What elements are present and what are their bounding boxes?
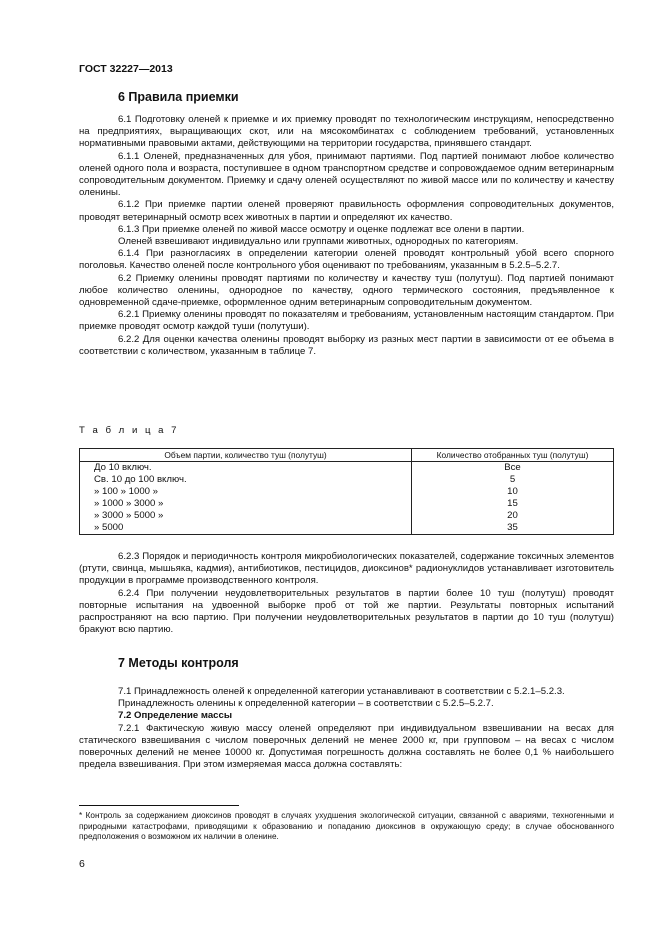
table-cell-volume: » 1000 » 3000 » (80, 498, 412, 510)
paragraph-6-2-1: 6.2.1 Приемку оленины проводят по показателям и требованиям, установленным настоящим стандартом. При приемке проводят осмотр каждой туши (полутуши). (79, 309, 614, 333)
table-row (80, 522, 614, 535)
subsection-7-2-title: 7.2 Определение массы (118, 710, 233, 722)
table-cell-count: 15 (412, 498, 614, 510)
section-6-title: 6 Правила приемки (118, 90, 239, 104)
table-header-row (80, 449, 614, 462)
paragraph-6-1-4: 6.1.4 При разногласиях в определении категории оленей проводят контрольный убой всего спорного поголовья. Качество оленей после контрольного убоя оценивают по требованиям, указанным в 5.2.5–5.2.7. (79, 248, 614, 272)
document-header: ГОСТ 32227—2013 (79, 63, 173, 75)
paragraph-6-2-2: 6.2.2 Для оценки качества оленины проводят выборку из разных мест партии в зависимости от ее объема в соответствии с количеством, указанным в таблице 7. (79, 333, 614, 357)
table-cell-volume: » 5000 (80, 522, 412, 535)
section-7-title: 7 Методы контроля (118, 656, 239, 670)
section-6-body (79, 114, 614, 358)
table-row (80, 474, 614, 486)
paragraph-6-2-3: 6.2.3 Порядок и периодичность контроля микробиологических показателей, содержание токсичных элементов (ртути, свинца, мышьяка, кадмия), антибиотиков, пестицидов, диоксинов* радионуклидов устанавливает изготовитель продукции в программе производственного контроля. (79, 551, 614, 587)
table-row (80, 462, 614, 475)
table-cell-count: 35 (412, 522, 614, 535)
table-cell-count: 10 (412, 486, 614, 498)
table-cell-count: Все (412, 462, 614, 475)
table-cell-volume: » 100 » 1000 » (80, 486, 412, 498)
paragraph-6-2-4: 6.2.4 При получении неудовлетворительных результатов в партии более 10 туш (полутуш) проводят повторные испытания на удвоенной выборке проб от той же партии. Результаты повторных испытаний распространяют на всю партию. При получении неудовлетворительных результатов в партии до 10 туш (полутуш) бракуют всю партию. (79, 587, 614, 636)
table-cell-count: 5 (412, 474, 614, 486)
paragraph-7-1-cont: Принадлежность оленины к определенной категории – в соответствии с 5.2.5–5.2.7. (118, 698, 494, 710)
paragraph-6-1-2: 6.1.2 При приемке партии оленей проверяют правильность оформления сопроводительных документов, проводят ветеринарный осмотр всех животных в партии и определяют их качество. (79, 199, 614, 223)
table-header-cell: Объем партии, количество туш (полутуш) (80, 449, 412, 462)
table-row (80, 510, 614, 522)
table-7 (79, 448, 614, 535)
table-cell-count: 20 (412, 510, 614, 522)
paragraph-6-1: 6.1 Подготовку оленей к приемке и их приемку проводят по технологическим инструкциям, непосредственно на предприятиях, выращивающих скот, или на мясокомбинатах с соблюдением требований, установленных нормативными правовыми актами, действующими на территории государства, принявшего стандарт. (79, 114, 614, 150)
table-header-cell: Количество отобранных туш (полутуш) (412, 449, 614, 462)
paragraph-7-1: 7.1 Принадлежность оленей к определенной категории устанавливают в соответствии с 5.2.1–5.2.3. (118, 686, 565, 697)
table-row (80, 486, 614, 498)
footnote-separator (79, 805, 239, 806)
table-7-caption: Т а б л и ц а 7 (79, 425, 179, 436)
section-7-body (79, 686, 614, 771)
page-number: 6 (79, 858, 85, 870)
footnote (79, 811, 614, 843)
section-6-body-continued (79, 551, 614, 636)
table-cell-volume: Св. 10 до 100 включ. (80, 474, 412, 486)
table-cell-volume: » 3000 » 5000 » (80, 510, 412, 522)
paragraph-6-2: 6.2 Приемку оленины проводят партиями по количеству и качеству туш (полутуш). Под партией понимают любое количество оленины, однородное по качеству, одного термического состояния, предъявленное к одновременной сдаче-приемке, оформленное одним ветеринарным сопроводительным документом. (79, 272, 614, 309)
paragraph-6-1-3-cont: Оленей взвешивают индивидуально или группами животных, однородных по категориям. (118, 236, 519, 248)
paragraph-6-1-1: 6.1.1 Оленей, предназначенных для убоя, принимают партиями. Под партией понимают любое количество оленей одного пола и возраста, поступившее в одном транспортном средстве и сопровождаемое одним ветеринарным сопроводительным документом. Приемку и сдачу оленей осуществляют по живой массе или по количеству и качеству оленины. (79, 150, 614, 199)
paragraph-7-2-1: 7.2.1 Фактическую живую массу оленей определяют при индивидуальном взвешивании на весах для статического взвешивания с числом поверочных делений не менее 2000 кг, при групповом – на весах с числом поверочных делений не менее 10000 кг. Допустимая погрешность должна составлять не более 0,1 % наибольшего предела взвешивания. При этом измеряемая масса должна составлять: (79, 722, 614, 771)
table-row (80, 498, 614, 510)
paragraph-6-1-3: 6.1.3 При приемке оленей по живой массе осмотру и оценке подлежат все олени в партии. (118, 223, 525, 235)
footnote-text: * Контроль за содержанием диоксинов проводят в случаях ухудшения экологической ситуации, связанной с авариями, техногенными и природными катастрофами, приводящими к образованию и попаданию диоксинов в окружающую среду; в случае обоснованного предположения о возможном их наличии в оленине. (79, 811, 614, 842)
table-cell-volume: До 10 включ. (80, 462, 412, 475)
